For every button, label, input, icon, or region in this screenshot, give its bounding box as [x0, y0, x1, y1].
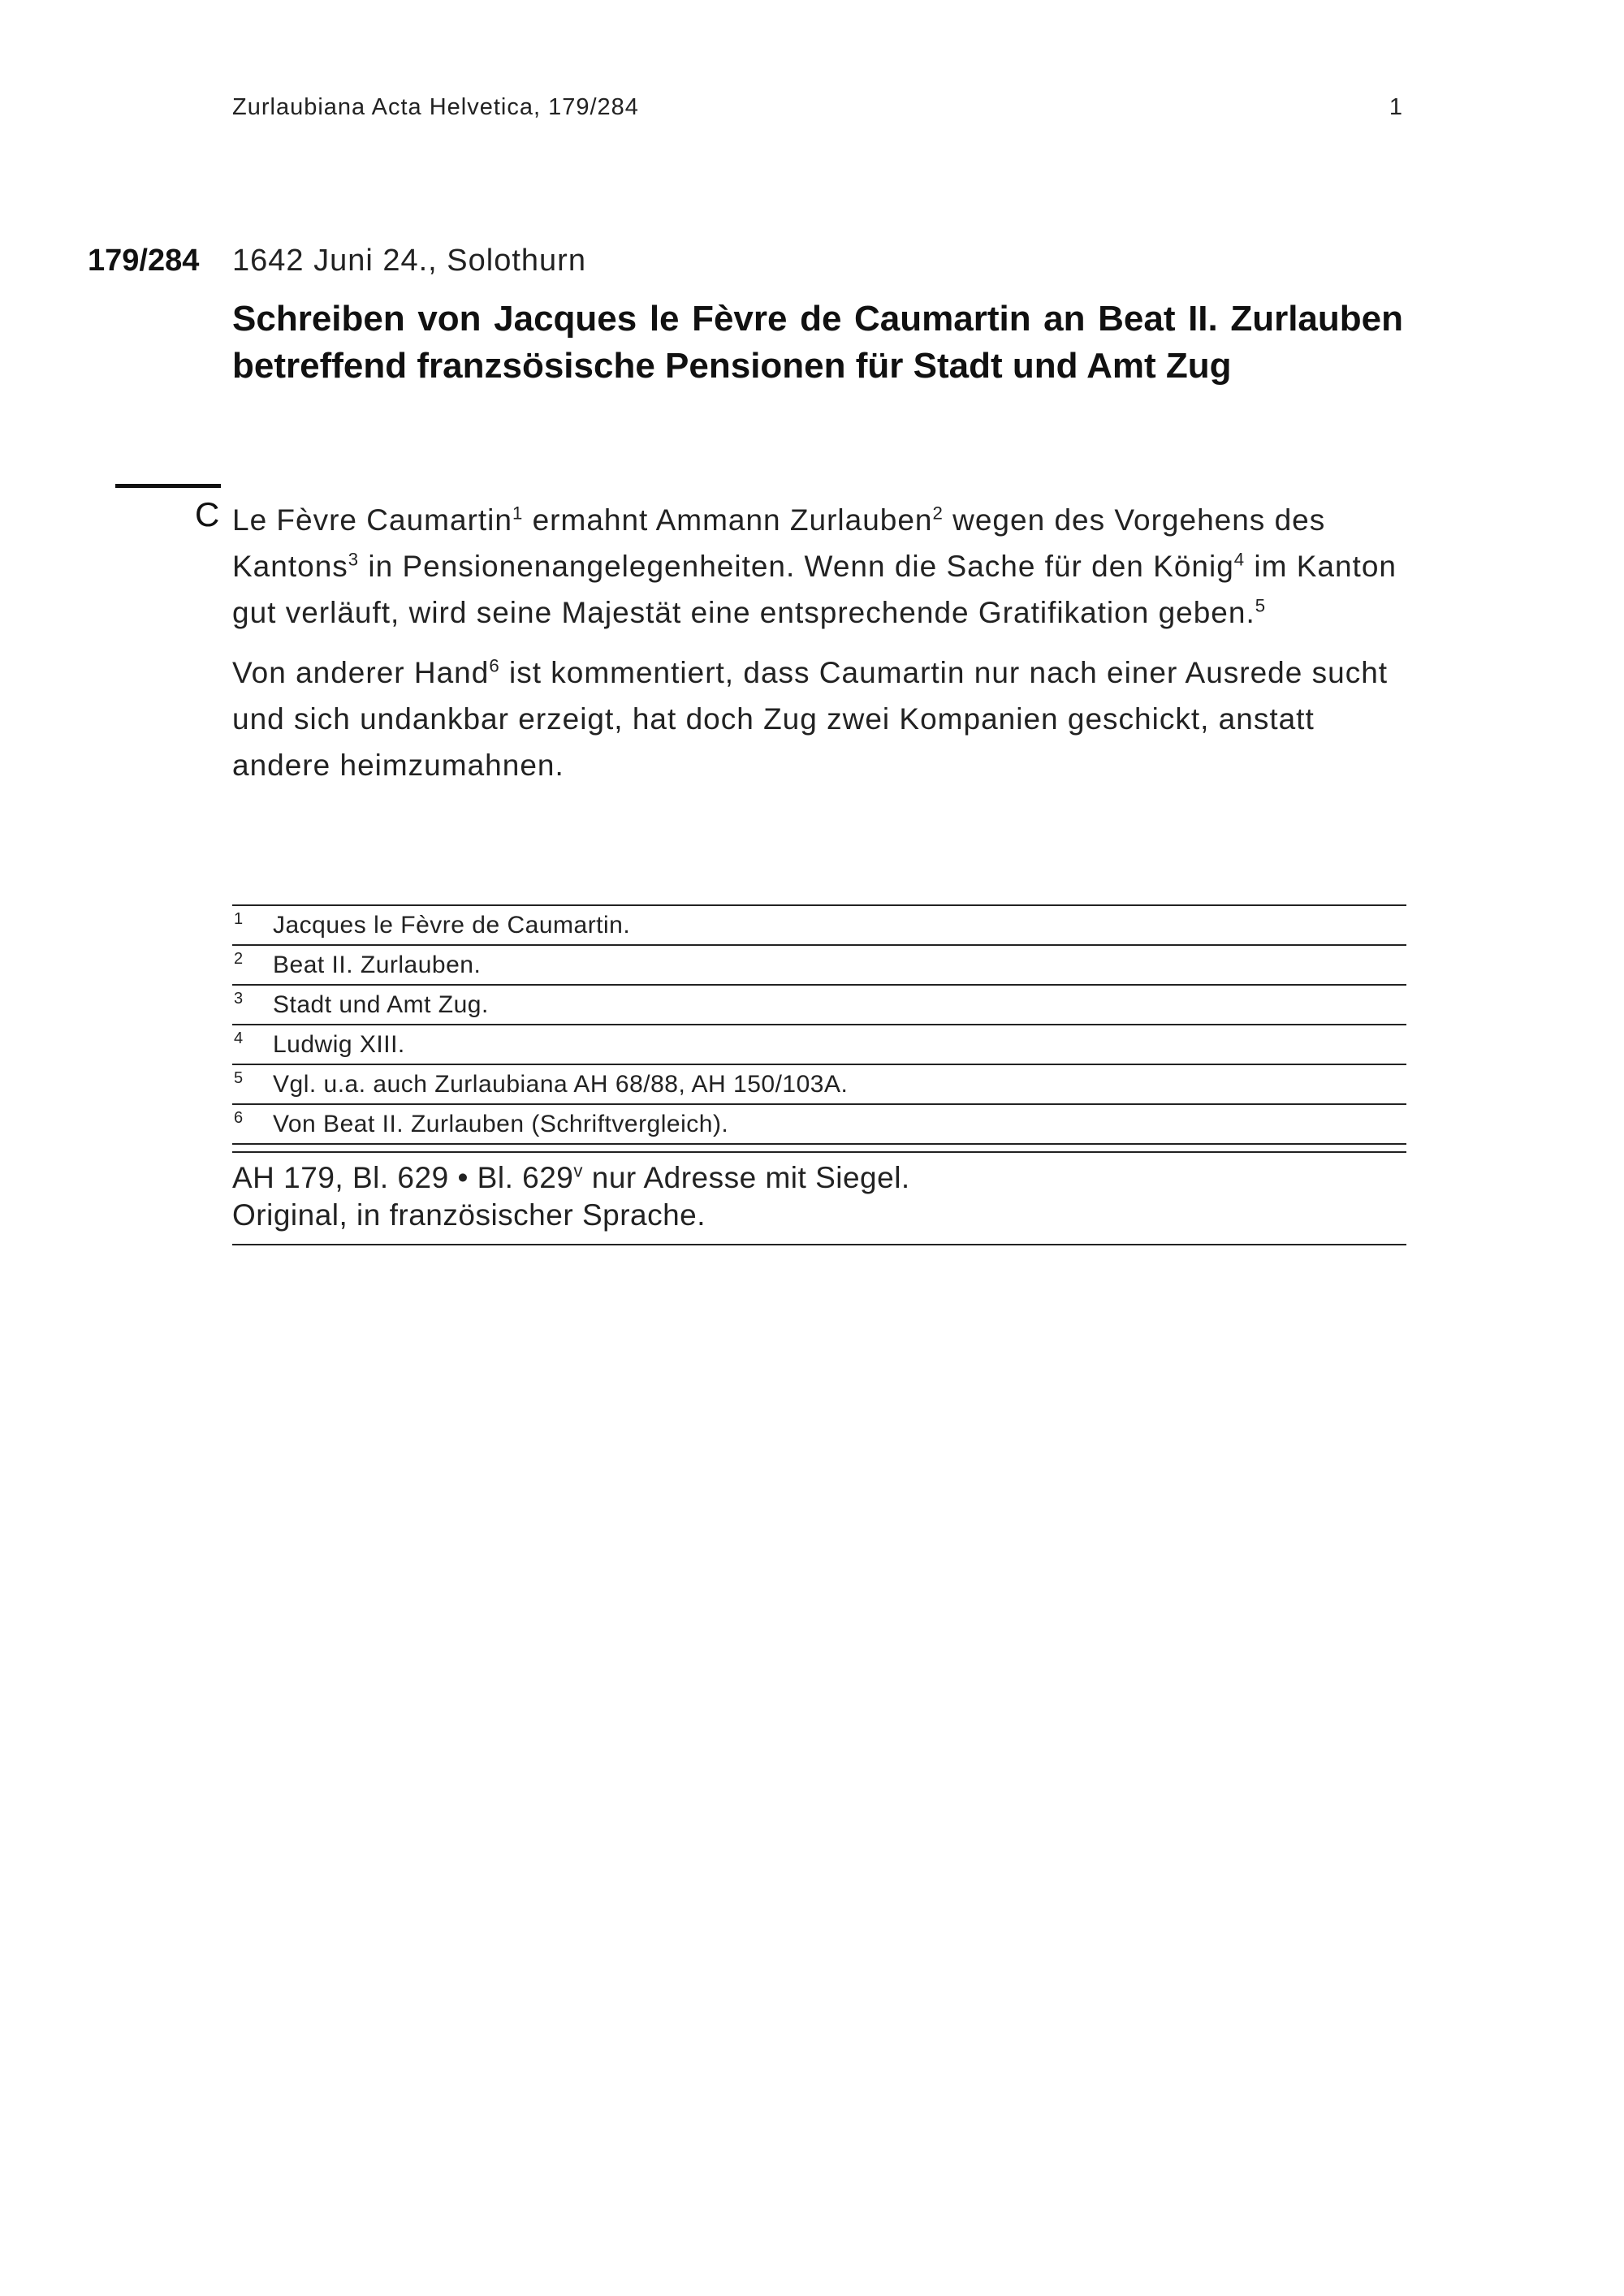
source-note: nur Adresse mit Siegel.: [582, 1161, 910, 1194]
footnote-ref-2[interactable]: 2: [932, 503, 944, 524]
tradition-mark: C: [195, 495, 220, 533]
footnote-text: Stadt und Amt Zug.: [273, 991, 489, 1018]
abstract: [232, 497, 1403, 802]
footnote-text: Von Beat II. Zurlauben (Schriftvergleich).: [273, 1111, 729, 1137]
abstract-paragraph-2: [232, 650, 1403, 788]
footnote-ref-5[interactable]: 5: [1255, 595, 1267, 616]
source-line-2: Original, in französischer Sprache.: [232, 1198, 706, 1232]
footnote-number: 2: [234, 950, 244, 968]
footnotes: [232, 904, 1406, 1145]
footnote-ref-4[interactable]: 4: [1233, 549, 1246, 570]
abstract-text: ermahnt Ammann Zurlauben: [523, 503, 933, 537]
verso-mark: v: [573, 1160, 583, 1181]
footnote-text: Jacques le Fèvre de Caumartin.: [273, 912, 631, 939]
footnote-3: [232, 986, 1406, 1025]
footnote-2: [232, 946, 1406, 986]
running-head: [232, 94, 1403, 121]
abstract-text: ist kommentiert, dass Caumartin nur nach einer Ausrede sucht und sich undankbar erzeigt, hat doch Zug zwei Kompanien geschickt, anstatt andere heimzumahnen.: [232, 656, 1389, 782]
abstract-text: wegen des Vorgehens des Kantons: [232, 503, 1326, 583]
footnote-number: 3: [234, 990, 244, 1008]
footnote-number: 5: [234, 1069, 244, 1087]
footnote-1: [232, 906, 1406, 946]
entry-number: 179/284: [88, 244, 200, 278]
abstract-text: Le Fèvre Caumartin: [232, 503, 512, 537]
running-head-title: Zurlaubiana Acta Helvetica, 179/284: [232, 94, 639, 120]
abstract-text: Von anderer Hand: [232, 656, 490, 689]
footnote-number: 1: [234, 910, 244, 928]
footnote-number: 4: [234, 1029, 244, 1047]
footnote-5: [232, 1065, 1406, 1105]
abstract-text: im Kanton gut verläuft, wird seine Majestät eine entsprechende Gratifikation geben.: [232, 550, 1397, 629]
footnote-ref-1[interactable]: 1: [512, 503, 524, 524]
source-shelfmark: AH 179, Bl. 629 • Bl. 629: [232, 1161, 574, 1194]
footnote-text: Vgl. u.a. auch Zurlaubiana AH 68/88, AH 150/103A.: [273, 1071, 849, 1098]
margin-rule: [115, 484, 221, 488]
abstract-paragraph-1: [232, 497, 1403, 636]
footnote-4: [232, 1025, 1406, 1065]
source-block: [232, 1151, 1406, 1245]
footnote-ref-3[interactable]: 3: [348, 549, 360, 570]
footnote-ref-6[interactable]: 6: [489, 655, 500, 676]
footnote-6: [232, 1105, 1406, 1145]
footnote-text: Ludwig XIII.: [273, 1031, 405, 1058]
footnote-number: 6: [234, 1109, 244, 1127]
page-number: 1: [1389, 94, 1403, 120]
footnote-text: Beat II. Zurlauben.: [273, 952, 482, 978]
source-line-1: [232, 1159, 1406, 1197]
entry-title: Schreiben von Jacques le Fèvre de Caumartin an Beat II. Zurlauben betreffend franzsösische Pensionen für Stadt und Amt Zug: [232, 299, 1403, 386]
entry-date-place: 1642 Juni 24., Solothurn: [232, 244, 586, 278]
abstract-text: in Pensionenangelegenheiten. Wenn die Sache für den König: [359, 550, 1234, 583]
